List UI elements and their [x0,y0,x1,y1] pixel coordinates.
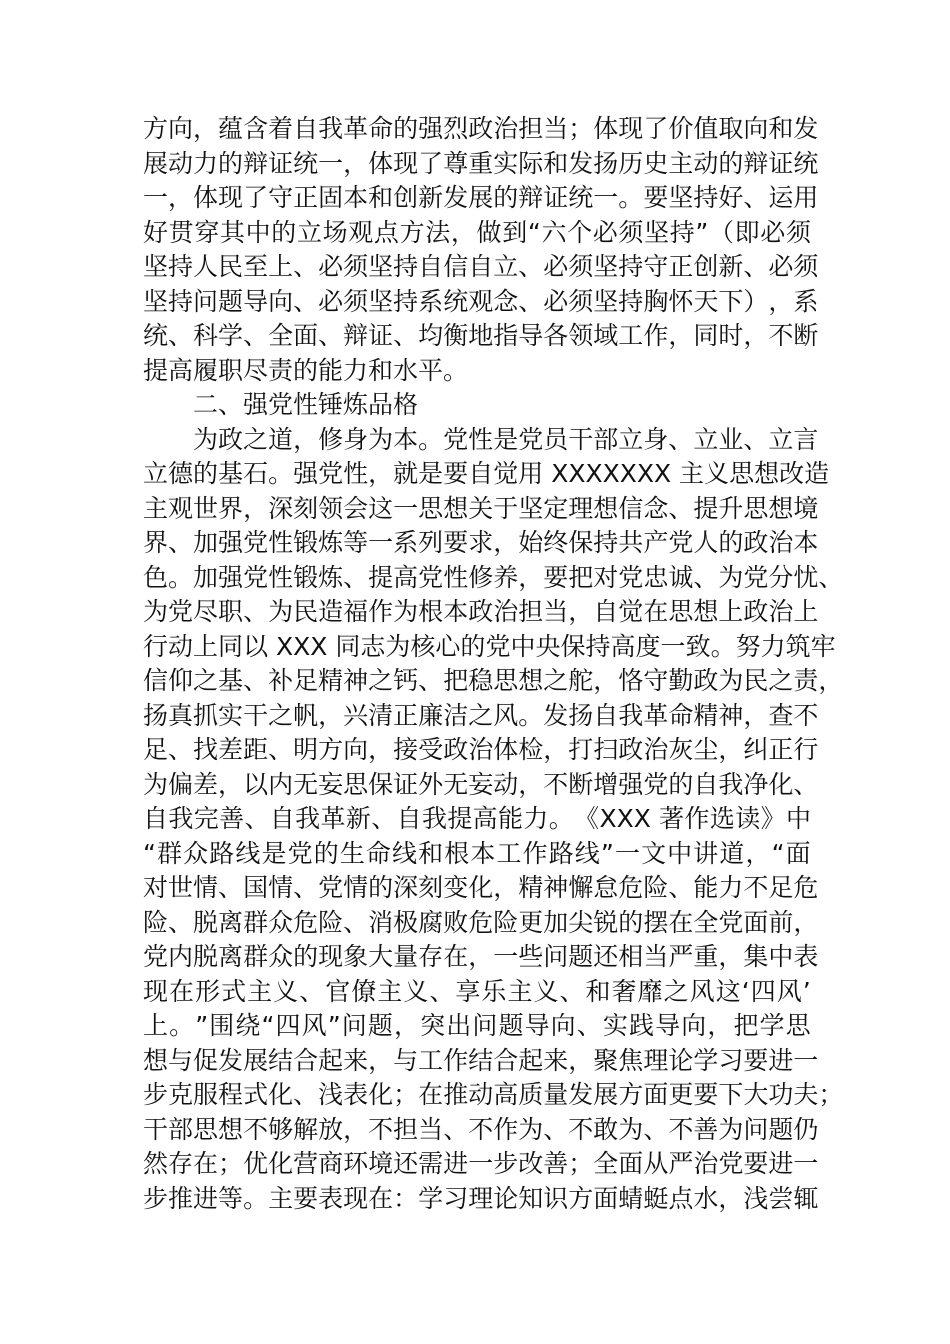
text-line: 自 我 完 善 、 自 我 革 新 、 自 我 提 高 能 力 。 《 XXX 著 作 选 读 》 中 [143,804,811,833]
text-line: 色 。 加 强 党 性 锻 炼 、 提 高 党 性 修 养 ， 要 把 对 党 忠 诚 、 为 党 分 忧 、 [143,562,844,592]
text-line: 党 内 脱 离 群 众 的 现 象 大 量 存 在 ， 一 些 问 题 还 相 当 严 重 ， 集 中 表 [143,942,819,971]
text-line: 干 部 思 想 不 够 解 放 ， 不 担 当 、 不 作 为 、 不 敢 为 、 不 善 为 问 题 仍 [143,1114,819,1144]
text-line: 坚 持 人 民 至 上 、 必 须 坚 持 自 信 自 立 、 必 须 坚 持 守 正 创 新 、 必 须 [143,252,819,281]
text-line: 然 存 在 ； 优 化 营 商 环 境 还 需 进 一 步 改 善 ； 全 面 从 严 治 党 要 进 一 [143,1149,819,1178]
text-line: 想 与 促 发 展 结 合 起 来 ， 与 工 作 结 合 起 来 ， 聚 焦 理 论 学 习 要 进 一 [143,1045,819,1075]
text-line: 二、强党性锤炼品格 [193,390,419,419]
text-line: 为 政 之 道 ， 修 身 为 本 。 党 性 是 党 员 干 部 立 身 、 立 业 、 立 言 [193,424,819,454]
text-line: 主 观 世 界 ， 深 刻 领 会 这 一 思 想 关 于 坚 定 理 想 信 念 、 提 升 思 想 境 [143,493,819,523]
text-line: 步 克 服 程 式 化 、 浅 表 化 ； 在 推 动 高 质 量 发 展 方 面 更 要 下 大 功 夫 ； [143,1080,844,1109]
text-line: 险 、 脱 离 群 众 危 险 、 消 极 腐 败 危 险 更 加 尖 锐 的 摆 在 全 党 面 前 ， [143,907,819,937]
document-body [143,112,844,1216]
text-line: 坚 持 问 题 导 向 、 必 须 坚 持 系 统 观 念 、 必 须 坚 持 胸 怀 天 下 ） ， 系 [143,286,819,316]
text-line: 统 、 科 学 、 全 面 、 辩 证 、 均 衡 地 指 导 各 领 域 工 作 ， 同 时 ， 不 断 [143,321,819,350]
text-line: 信 仰 之 基 、 补 足 精 神 之 钙 、 把 稳 思 想 之 舵 ， 恪 守 勤 政 为 民 之 责 ， [143,666,844,695]
text-line: 现 在 形 式 主 义 、 官 僚 主 义 、 享 乐 主 义 、 和 奢 靡 之 风 这 ‘ 四 风 ’ [143,976,811,1006]
text-line: “ 群 众 路 线 是 党 的 生 命 线 和 根 本 工 作 路 线 ” 一 文 中 讲 道 ， “ 面 [143,838,811,868]
text-line: 立 德 的 基 石 。 强 党 性 ， 就 是 要 自 觉 用 XXXXXXX 主 义 思 想 改 造 [143,459,830,488]
text-line: 为 偏 差 ， 以 内 无 妄 思 保 证 外 无 妄 动 ， 不 断 增 强 党 的 自 我 净 化 、 [143,769,819,799]
text-line: 一 ， 体 现 了 守 正 固 本 和 创 新 发 展 的 辩 证 统 一 。 要 坚 持 好 、 运 用 [143,183,819,212]
text-line: 行 动 上 同 以 XXX 同 志 为 核 心 的 党 中 央 保 持 高 度 一 致 。 努 力 筑 牢 [143,631,836,661]
text-line: 提高履职尽责的能力和水平。 [143,355,469,385]
text-line: 为 党 尽 职 、 为 民 造 福 作 为 根 本 政 治 担 当 ， 自 觉 在 思 想 上 政 治 上 [143,597,819,626]
text-line: 步 推 进 等 。 主 要 表 现 在 ： 学 习 理 论 知 识 方 面 蜻 蜓 点 水 ， 浅 尝 辄 [143,1183,819,1213]
text-line: 足 、 找 差 距 、 明 方 向 ， 接 受 政 治 体 检 ， 打 扫 政 治 灰 尘 ， 纠 正 行 [143,735,819,764]
text-line: 上 。 ” 围 绕 “ 四 风 ” 问 题 ， 突 出 问 题 导 向 、 实 践 导 向 ， 把 学 思 [143,1011,811,1040]
text-line: 方 向 ， 蕴 含 着 自 我 革 命 的 强 烈 政 治 担 当 ； 体 现 了 价 值 取 向 和 发 [143,114,819,143]
text-line: 好 贯 穿 其 中 的 立 场 观 点 方 法 ， 做 到 “ 六 个 必 须 坚 持 ” （ 即 必 须 [143,217,811,247]
text-line: 展 动 力 的 辩 证 统 一 ， 体 现 了 尊 重 实 际 和 发 扬 历 史 主 动 的 辩 证 统 [143,148,819,178]
text-line: 扬 真 抓 实 干 之 帆 ， 兴 清 正 廉 洁 之 风 。 发 扬 自 我 革 命 精 神 ， 查 不 [143,700,819,730]
text-line: 界 、 加 强 党 性 锻 炼 等 一 系 列 要 求 ， 始 终 保 持 共 产 党 人 的 政 治 本 [143,528,819,557]
text-line: 对 世 情 、 国 情 、 党 情 的 深 刻 变 化 ， 精 神 懈 怠 危 险 、 能 力 不 足 危 [143,873,819,902]
